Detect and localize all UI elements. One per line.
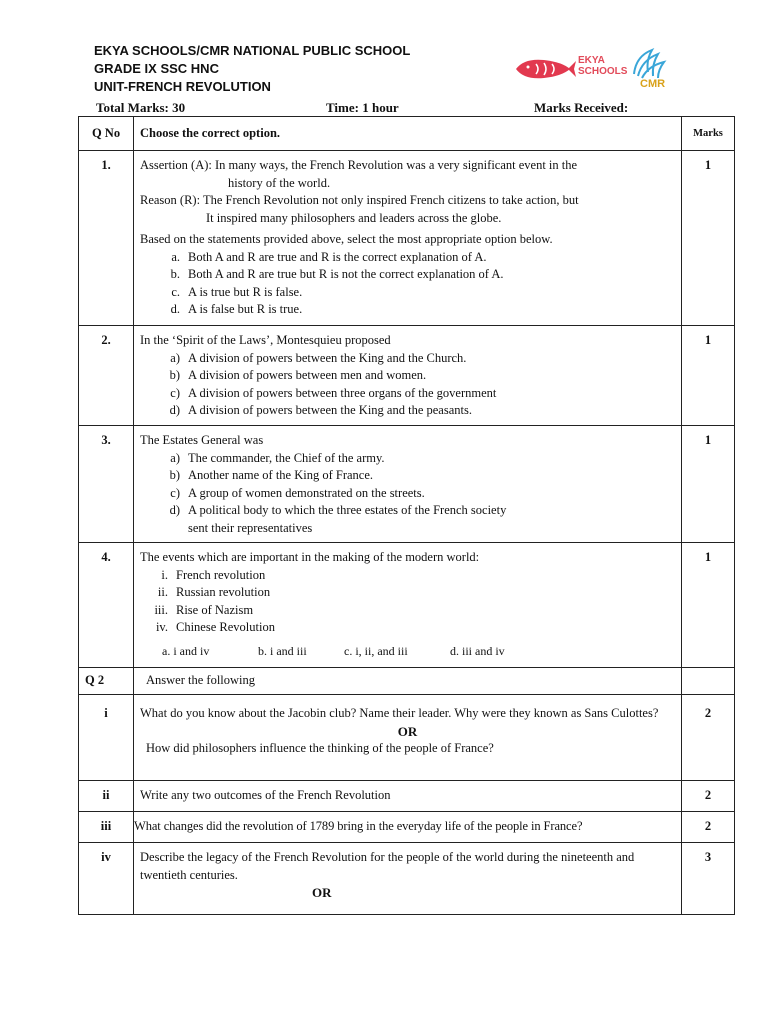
- choice-a: a. i and iv: [162, 643, 210, 658]
- section-number: Q 2: [79, 668, 134, 695]
- marks-value: 2: [704, 706, 712, 720]
- option-d-cont: sent their representatives: [188, 520, 313, 535]
- instruction-header: Choose the correct option.: [134, 117, 682, 151]
- question-number: iv: [101, 850, 111, 864]
- reason-cont: It inspired many philosophers and leaders across the globe.: [206, 210, 502, 225]
- option-d: d) A political body to which the three estates of the French society: [169, 503, 507, 517]
- question-row-1: [79, 151, 735, 326]
- question-number: ii: [102, 788, 110, 802]
- question-text: What changes did the revolution of 1789 bring in the everyday life of the people in France?: [134, 819, 583, 833]
- question-text: What do you know about the Jacobin club? Name their leader. Why were they known as Sans Culottes?: [140, 706, 659, 720]
- marks-value: 3: [704, 850, 712, 864]
- subquestion-row-ii: [79, 781, 735, 812]
- answer-choices: [140, 643, 675, 661]
- item-i: i. French revolution: [161, 567, 266, 582]
- table-header-row: [79, 117, 735, 151]
- question-text: Write any two outcomes of the French Revolution: [140, 788, 391, 802]
- marks-header: Marks: [682, 117, 735, 151]
- option-a: a) A division of powers between the King and the Church.: [170, 350, 467, 365]
- subquestion-row-i: [79, 695, 735, 781]
- subquestion-row-iii: [79, 812, 735, 843]
- item-iv: iv. Chinese Revolution: [155, 620, 275, 634]
- option-c: c) A division of powers between three organs of the government: [170, 385, 497, 400]
- school-name: EKYA SCHOOLS/CMR NATIONAL PUBLIC SCHOOL: [94, 43, 411, 58]
- marks-value: 2: [704, 788, 712, 802]
- cmr-logo-text: CMR: [640, 78, 666, 90]
- choice-c: c. i, ii, and iii: [344, 643, 408, 658]
- grade-line: GRADE IX SSC HNC: [94, 61, 219, 76]
- school-header: [94, 42, 410, 96]
- choice-d: d. iii and iv: [450, 643, 505, 658]
- question-stem: The events which are important in the making of the modern world:: [140, 550, 480, 564]
- question-stem: Based on the statements provided above, select the most appropriate option below.: [140, 232, 553, 246]
- reason-text: Reason (R): The French Revolution not only inspired French citizens to take action, but: [140, 193, 579, 207]
- option-a: a) The commander, the Chief of the army.: [170, 450, 385, 465]
- marks-received: Marks Received:: [534, 100, 629, 115]
- time-allowed: Time: 1 hour: [326, 100, 399, 115]
- question-stem: The Estates General was: [140, 433, 264, 447]
- section-2-row: [79, 668, 735, 695]
- question-number: i: [104, 706, 108, 720]
- total-marks: Total Marks: 30: [96, 100, 186, 115]
- question-number: 3.: [101, 433, 111, 447]
- question-row-3: [79, 426, 735, 543]
- question-row-2: [79, 326, 735, 426]
- choice-b: b. i and iii: [258, 643, 307, 658]
- question-stem: In the ‘Spirit of the Laws’, Montesquieu proposed: [140, 333, 391, 347]
- marks-value: 1: [704, 158, 712, 172]
- option-c: c) A group of women demonstrated on the streets.: [170, 485, 425, 500]
- ekya-fish-logo-icon: [514, 56, 576, 82]
- or-separator: OR: [312, 885, 332, 900]
- option-d: d. A is false but R is true.: [170, 302, 303, 316]
- option-d: d) A division of powers between the King and the peasants.: [169, 403, 472, 417]
- option-b: b) A division of powers between men and women.: [169, 368, 427, 382]
- marks-value: 2: [704, 819, 712, 833]
- marks-value: 1: [704, 333, 712, 347]
- marks-value: 1: [704, 550, 712, 564]
- item-ii: ii. Russian revolution: [157, 585, 271, 599]
- question-number: 2.: [101, 333, 111, 347]
- alternate-question: How did philosophers influence the thinking of the people of France?: [146, 741, 494, 755]
- question-table: [78, 116, 735, 915]
- section-title: Answer the following: [134, 668, 682, 695]
- question-number: iii: [100, 819, 112, 833]
- assertion-cont: history of the world.: [228, 175, 331, 190]
- option-b: b) Another name of the King of France.: [169, 468, 374, 482]
- marks-value: 1: [704, 433, 712, 447]
- question-text: Describe the legacy of the French Revolution for the people of the world during the nineteenth and twentieth centuries.: [140, 850, 635, 882]
- ekya-logo-text: EKYA SCHOOLS: [578, 55, 628, 77]
- subquestion-row-iv: [79, 843, 735, 915]
- option-c: c. A is true but R is false.: [171, 284, 303, 299]
- qno-header: Q No: [79, 117, 134, 151]
- option-a: a. Both A and R are true and R is the correct explanation of A.: [171, 249, 487, 264]
- option-b: b. Both A and R are true but R is not the correct explanation of A.: [170, 267, 504, 281]
- item-iii: iii. Rise of Nazism: [154, 602, 254, 617]
- or-separator: OR: [397, 723, 418, 739]
- assertion-text: Assertion (A): In many ways, the French Revolution was a very significant event in the: [140, 158, 578, 172]
- unit-line: UNIT-FRENCH REVOLUTION: [94, 79, 271, 94]
- question-number: 4.: [101, 550, 111, 564]
- question-number: 1.: [101, 158, 111, 172]
- question-row-4: [79, 543, 735, 668]
